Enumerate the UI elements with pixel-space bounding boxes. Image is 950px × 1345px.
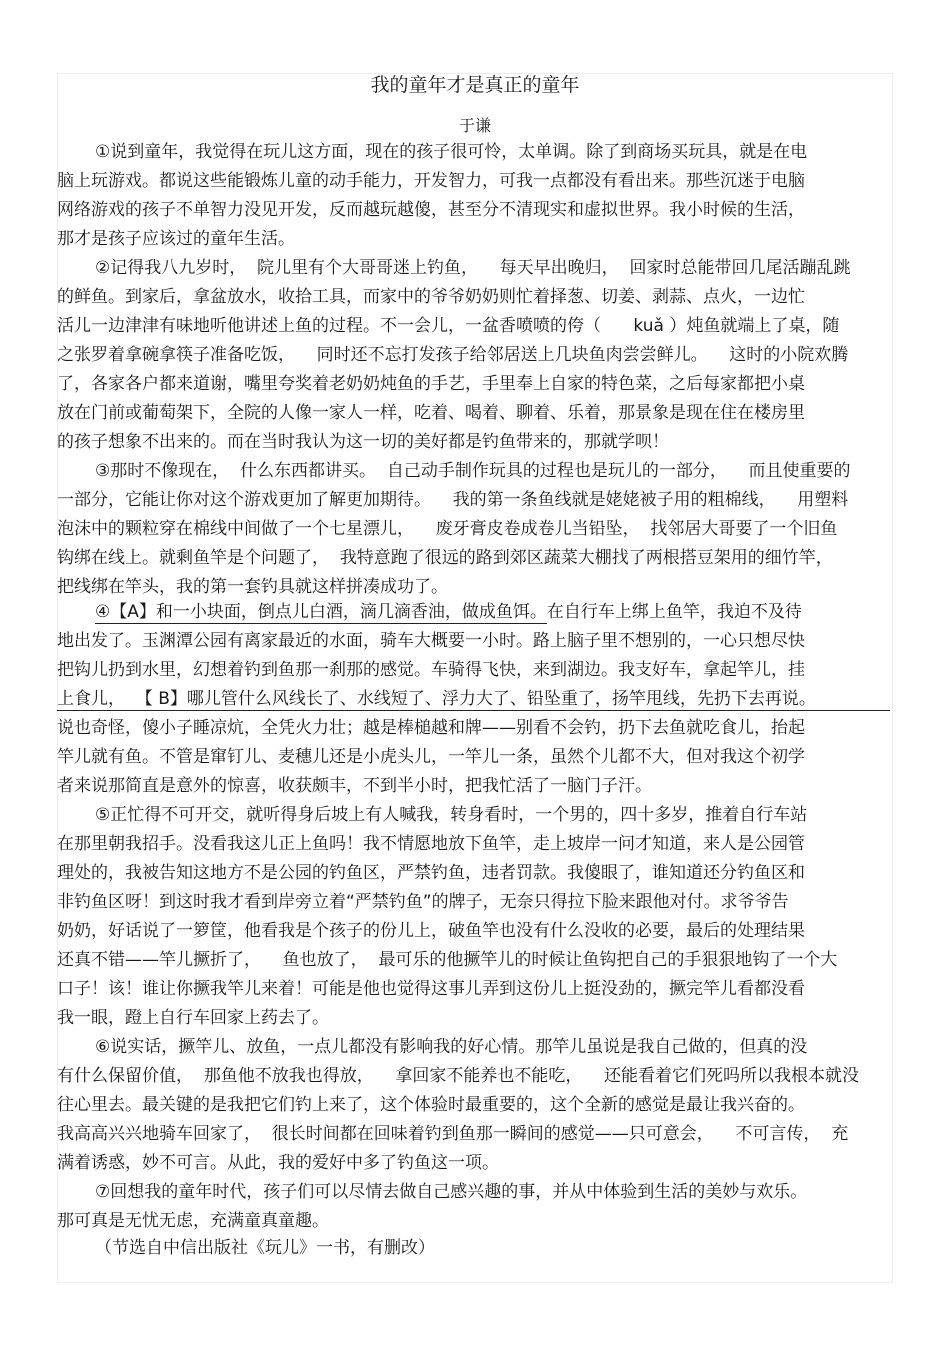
paragraph-line: 之张罗着拿碗拿筷子准备吃饭， 同时还不忘打发孩子给邻居送上几块鱼肉尝尝鲜儿。 这时的小院欢腾 <box>57 345 849 365</box>
paragraph-line: 活儿一边津津有味地听他讲述上鱼的过程。不一会儿，一盆香喷喷的侉（ kuǎ ）炖鱼就端上了桌，随 <box>57 316 840 336</box>
paragraph-line: 竿儿就有鱼。不管是窜钉儿、麦穗儿还是小虎头儿，一竿儿一条，虽然个儿都不大，但对我这个初学 <box>57 747 805 767</box>
paragraph-line: 的鲜鱼。到家后，拿盆放水，收拾工具，而家中的爷爷奶奶则忙着择葱、切姜、剥蒜、点火，一边忙 <box>57 287 805 307</box>
paragraph-line: 钩绑在线上。就剩鱼竿是个问题了， 我特意跑了很远的路到郊区蔬菜大棚找了两根搭豆架用的细竹竿， <box>57 548 833 568</box>
line-continuation: 在自行车上绑上鱼竿，我迫不及待 <box>546 602 802 622</box>
paragraph-line: ⑥说实话，撅竿儿、放鱼，一点儿都没有影响我的好心情。那竿儿虽说是我自己做的，但真的没 <box>95 1037 808 1057</box>
paragraph-line: 泡沫中的颗粒穿在棉线中间做了一个七星漂儿， 废牙膏皮卷成卷儿当铅坠， 找邻居大哥要了一个旧鱼 <box>57 519 838 539</box>
paragraph-line: 理处的，我被告知这地方不是公园的钓鱼区，严禁钓鱼，违者罚款。我傻眼了，谁知道还分钓鱼区和 <box>57 863 805 883</box>
paragraph-line: 脑上玩游戏。都说这些能锻炼儿童的动手能力，开发智力，可我一点都没有看出来。那些沉迷于电脑 <box>57 171 805 191</box>
paragraph-line: 那可真是无忧无虑，充满童真童趣。 <box>57 1211 329 1231</box>
paragraph-line: 那才是孩子应该过的童年生活。 <box>57 229 295 249</box>
article-author: 于谦 <box>458 116 491 135</box>
paragraph-line: 地出发了。玉渊潭公园有离家最近的水面，骑车大概要一小时。路上脑子里不想别的，一心只想尽快 <box>57 631 805 651</box>
paragraph-line: ①说到童年，我觉得在玩儿这方面，现在的孩子很可怜，太单调。除了到商场买玩具，就是在电 <box>95 142 808 162</box>
paragraph-line: ⑤正忙得不可开交，就听得身后坡上有人喊我，转身看时，一个男的，四十多岁，推着自行车站 <box>95 805 808 825</box>
underlined-blank-a: ④【A】和一小块面，倒点儿白酒，滴几滴香油，做成鱼饵。 <box>95 602 547 622</box>
source-note: （节选自中信出版社《玩儿》一书，有删改） <box>95 1238 435 1258</box>
paragraph-line: 了，各家各户都来道谢，嘴里夸奖着老奶奶炖鱼的手艺，手里奉上自家的特色菜，之后每家都把小桌 <box>57 374 805 394</box>
paragraph-line: ⑦回想我的童年时代，孩子们可以尽情去做自己感兴趣的事，并从中体验到生活的美妙与欢乐。 <box>95 1182 808 1202</box>
paragraph-line: 放在门前或葡萄架下，全院的人像一家人一样，吃着、喝着、聊着、乐着，那景象是现在住在楼房里 <box>57 403 805 423</box>
paragraph-line: 我高高兴兴地骑车回家了， 很长时间都在回味着钓到鱼那一瞬间的感觉——只可意会， 不可言传， 充 <box>57 1124 849 1144</box>
paragraph-line: 网络游戏的孩子不单智力没见开发，反而越玩越傻，甚至分不清现实和虚拟世界。我小时候的生活， <box>57 200 805 220</box>
paragraph-line: 把钩儿扔到水里，幻想着钓到鱼那一刹那的感觉。车骑得飞快，来到湖边。我支好车，拿起竿儿，挂 <box>57 660 805 680</box>
paragraph-line: ③那时不像现在， 什么东西都讲买。 自己动手制作玩具的过程也是玩儿的一部分， 而且使重要的 <box>95 461 851 481</box>
paragraph-line: 有什么保留价值， 那鱼他不放我也得放， 拿回家不能养也不能吃， 还能看着它们死吗所以我根本就没 <box>57 1066 860 1086</box>
paragraph-line: 奶奶，好话说了一箩筐，他看我是个孩子的份儿上，破鱼竿也没有什么没收的必要，最后的处理结果 <box>57 921 805 941</box>
paragraph-line: 还真不错——竿儿撅折了， 鱼也放了， 最可乐的他撅竿儿的时候让鱼钩把自己的手狠狠地钩了一个大 <box>57 950 838 970</box>
article-title: 我的童年才是真正的童年 <box>370 74 580 96</box>
paragraph-line: 把线绑在竿头，我的第一套钓具就这样拼凑成功了。 <box>57 577 448 597</box>
paragraph-line: 口子！该！谁让你撅我竿儿来着！可能是他也觉得这事儿弄到这份儿上挺没劲的，撅完竿儿看都没看 <box>57 979 805 999</box>
paragraph-line-underlined: 上食儿， 【 B】哪儿管什么风线长了、水线短了、浮力大了、铅坠重了，扬竿甩线，先扔下去再说。 <box>57 688 890 711</box>
paragraph-line: 非钓鱼区呀！到这时我才看到岸旁立着“严禁钓鱼”的牌子，无奈只得拉下脸来跟他对付。求爷爷告 <box>57 892 789 912</box>
paragraph-line: 说也奇怪，傻小子睡凉炕，全凭火力壮；越是棒槌越和牌——别看不会钓，扔下去鱼就吃食儿，抬起 <box>57 718 805 738</box>
paragraph-line: 我一眼，蹬上自行车回家上药去了。 <box>57 1008 329 1028</box>
paragraph-line: 一部分，它能让你对这个游戏更加了解更加期待。 我的第一条鱼线就是姥姥被子用的粗棉线， 用塑料 <box>57 490 849 510</box>
paragraph-line: ②记得我八九岁时， 院儿里有个大哥哥迷上钓鱼， 每天早出晚归， 回家时总能带回几尾活蹦乱跳 <box>95 258 851 278</box>
paragraph-line <box>95 601 802 623</box>
paragraph-line: 满着诱惑，妙不可言。从此，我的爱好中多了钓鱼这一项。 <box>57 1153 499 1173</box>
paragraph-line: 在那里朝我招手。没看我这儿正上鱼吗！我不情愿地放下鱼竿，走上坡岸一问才知道，来人是公园管 <box>57 834 805 854</box>
paragraph-line: 者来说那简直是意外的惊喜，收获颇丰，不到半小时，把我忙活了一脑门子汗。 <box>57 776 652 796</box>
paragraph-line: 的孩子想象不出来的。而在当时我认为这一切的美好都是钓鱼带来的，那就学呗！ <box>57 432 669 452</box>
paragraph-line: 往心里去。最关键的是我把它们钓上来了，这个体验时最重要的，这个全新的感觉是最让我兴奋的。 <box>57 1095 805 1115</box>
